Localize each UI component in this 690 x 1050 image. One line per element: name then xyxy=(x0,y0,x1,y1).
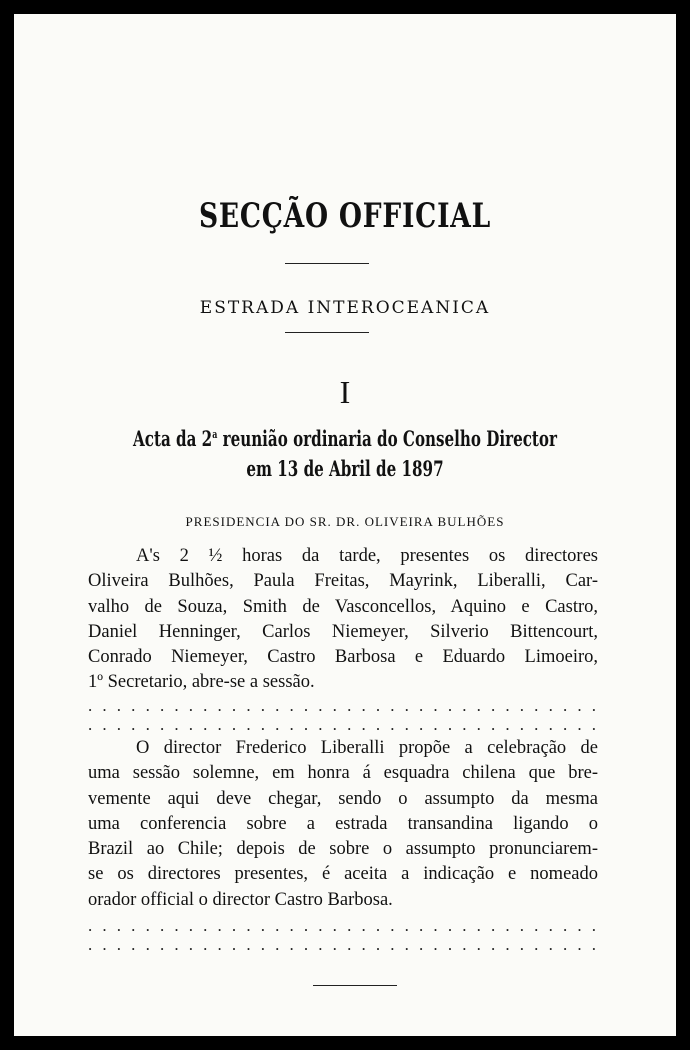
text-line: 1º Secretario, abre-se a sessão. xyxy=(88,672,315,693)
text-line: O director Frederico Liberalli propõe a celebração de xyxy=(136,738,598,758)
title-divider xyxy=(285,263,369,264)
text-line: Oliveira Bulhões, Paula Freitas, Mayrink, Liberalli, Car- xyxy=(88,571,598,592)
text-line: vemente aqui deve chegar, sendo o assumpto da mesma xyxy=(88,788,598,809)
acta-heading-line-1 xyxy=(107,426,584,451)
closing-divider xyxy=(313,985,397,986)
presidency-line: PRESIDENCIA DO SR. DR. OLIVEIRA BULHÕES xyxy=(185,514,505,529)
text-line: Brazil ao Chile; depois de sobre o assumpto pronunciarem- xyxy=(88,839,598,860)
section-title: SECÇÃO OFFICIAL xyxy=(198,196,492,236)
text-line: uma sessão solemne, em honra á esquadra chilena que bre- xyxy=(88,763,598,784)
chapter-numeral: I xyxy=(339,374,351,410)
ellipsis-row: . . . . . . . . . . . . . . . . . . . . . . . . . . . . . . . . . . . . xyxy=(88,916,598,935)
text-line: se os directores presentes, é aceita a indicação e nomeado xyxy=(88,864,598,885)
subtitle-divider xyxy=(285,332,369,333)
paragraph-proposal xyxy=(88,736,598,913)
section-subtitle: ESTRADA INTEROCEANICA xyxy=(199,298,491,318)
text-line: A's 2 ½ horas da tarde, presentes os directores xyxy=(136,546,598,566)
text-line: orador official o director Castro Barbosa. xyxy=(88,889,393,910)
paragraph-opening xyxy=(88,544,598,696)
acta-heading-prefix: Acta da 2 xyxy=(133,426,213,451)
document-page xyxy=(14,14,676,1036)
acta-heading-line-2: em 13 de Abril de 1897 xyxy=(246,456,444,481)
text-line: uma conferencia sobre a estrada transandina ligando o xyxy=(88,813,598,834)
acta-heading-ordinal: a xyxy=(212,428,218,441)
text-line: Daniel Henninger, Carlos Niemeyer, Silverio Bittencourt, xyxy=(88,621,598,642)
ellipsis-row: . . . . . . . . . . . . . . . . . . . . . . . . . . . . . . . . . . . . xyxy=(88,715,598,734)
ellipsis-row: . . . . . . . . . . . . . . . . . . . . . . . . . . . . . . . . . . . . xyxy=(88,696,598,715)
ellipsis-row: . . . . . . . . . . . . . . . . . . . . . . . . . . . . . . . . . . . . xyxy=(88,935,598,954)
text-line: Conrado Niemeyer, Castro Barbosa e Eduardo Limoeiro, xyxy=(88,647,598,668)
acta-heading-suffix: reunião ordinaria do Conselho Director xyxy=(217,426,557,451)
text-line: valho de Souza, Smith de Vasconcellos, Aquino e Castro, xyxy=(88,596,598,617)
